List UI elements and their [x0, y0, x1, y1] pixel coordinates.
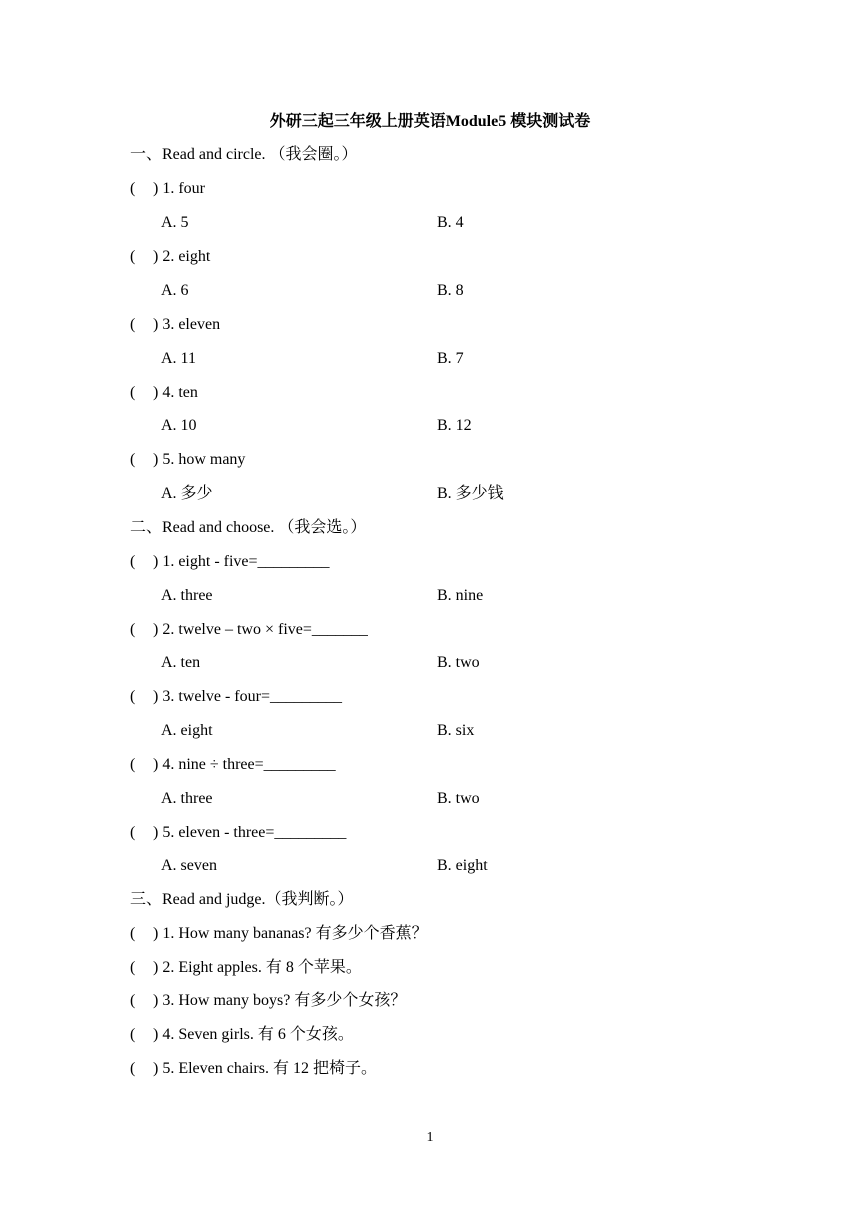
answer-paren: (	[130, 248, 136, 265]
section2-heading: 二、Read and choose. （我会选。）	[130, 519, 367, 536]
answer-paren: (	[130, 688, 136, 705]
s2-q5-stem	[130, 821, 346, 845]
question-text: ) 1. How many bananas? 有多少个香蕉？	[153, 925, 428, 942]
answer-paren: (	[130, 959, 136, 976]
s1-q5-option-a: A. 多少	[161, 485, 213, 502]
answer-paren: (	[130, 824, 136, 841]
question-text: ) 5. eleven - three=_________	[153, 824, 347, 841]
answer-paren: (	[130, 1060, 136, 1077]
s2-q5-option-a: A. seven	[161, 857, 217, 874]
s1-q2-option-b: B. 8	[437, 282, 464, 299]
answer-paren: (	[130, 621, 136, 638]
s3-q1-stem	[130, 922, 428, 946]
s2-q2-option-a: A. ten	[161, 654, 201, 671]
question-text: ) 2. eight	[153, 248, 211, 265]
s1-q1-option-b: B. 4	[437, 214, 464, 231]
s1-q3-option-b: B. 7	[437, 350, 464, 367]
s1-q1-option-a: A. 5	[161, 214, 189, 231]
s1-q2-stem	[130, 245, 210, 269]
question-text: ) 4. nine ÷ three=_________	[153, 756, 336, 773]
question-text: ) 3. eleven	[153, 316, 221, 333]
s3-q3-stem	[130, 989, 406, 1013]
s2-q1-option-b: B. nine	[437, 587, 484, 604]
question-text: ) 1. eight - five=_________	[153, 553, 330, 570]
s2-q2-stem	[130, 618, 368, 642]
s1-q1-stem	[130, 177, 205, 201]
question-text: ) 4. Seven girls. 有 6 个女孩。	[153, 1026, 354, 1043]
worksheet-title: 外研三起三年级上册英语Module5 模块测试卷	[269, 113, 591, 130]
s3-q4-stem	[130, 1023, 354, 1047]
s2-q4-option-b: B. two	[437, 790, 480, 807]
s1-q3-stem	[130, 313, 220, 337]
page-number: 1	[426, 1130, 434, 1145]
s1-q4-option-b: B. 12	[437, 417, 472, 434]
answer-paren: (	[130, 1026, 136, 1043]
s1-q5-stem	[130, 448, 245, 472]
answer-paren: (	[130, 180, 136, 197]
question-text: ) 5. Eleven chairs. 有 12 把椅子。	[153, 1060, 377, 1077]
question-text: ) 3. twelve - four=_________	[153, 688, 342, 705]
s2-q3-stem	[130, 685, 342, 709]
s2-q4-stem	[130, 753, 336, 777]
answer-paren: (	[130, 451, 136, 468]
question-text: ) 2. twelve – two × five=_______	[153, 621, 368, 638]
s1-q5-option-b: B. 多少钱	[437, 485, 504, 502]
question-text: ) 5. how many	[153, 451, 246, 468]
s3-q5-stem	[130, 1057, 377, 1081]
question-text: ) 3. How many boys? 有多少个女孩？	[153, 992, 407, 1009]
answer-paren: (	[130, 384, 136, 401]
answer-paren: (	[130, 992, 136, 1009]
section3-heading: 三、Read and judge.（我判断。）	[130, 891, 354, 908]
answer-paren: (	[130, 553, 136, 570]
s1-q3-option-a: A. 11	[161, 350, 196, 367]
s1-q4-option-a: A. 10	[161, 417, 197, 434]
answer-paren: (	[130, 316, 136, 333]
s2-q3-option-a: A. eight	[161, 722, 213, 739]
s2-q4-option-a: A. three	[161, 790, 213, 807]
s2-q1-option-a: A. three	[161, 587, 213, 604]
question-text: ) 1. four	[153, 180, 205, 197]
section1-heading: 一、Read and circle. （我会圈。）	[130, 146, 358, 163]
s1-q4-stem	[130, 381, 198, 405]
answer-paren: (	[130, 756, 136, 773]
question-text: ) 4. ten	[153, 384, 198, 401]
answer-paren: (	[130, 925, 136, 942]
s2-q2-option-b: B. two	[437, 654, 480, 671]
question-text: ) 2. Eight apples. 有 8 个苹果。	[153, 959, 362, 976]
s2-q5-option-b: B. eight	[437, 857, 488, 874]
s3-q2-stem	[130, 956, 362, 980]
s2-q3-option-b: B. six	[437, 722, 475, 739]
s1-q2-option-a: A. 6	[161, 282, 189, 299]
s2-q1-stem	[130, 550, 330, 574]
